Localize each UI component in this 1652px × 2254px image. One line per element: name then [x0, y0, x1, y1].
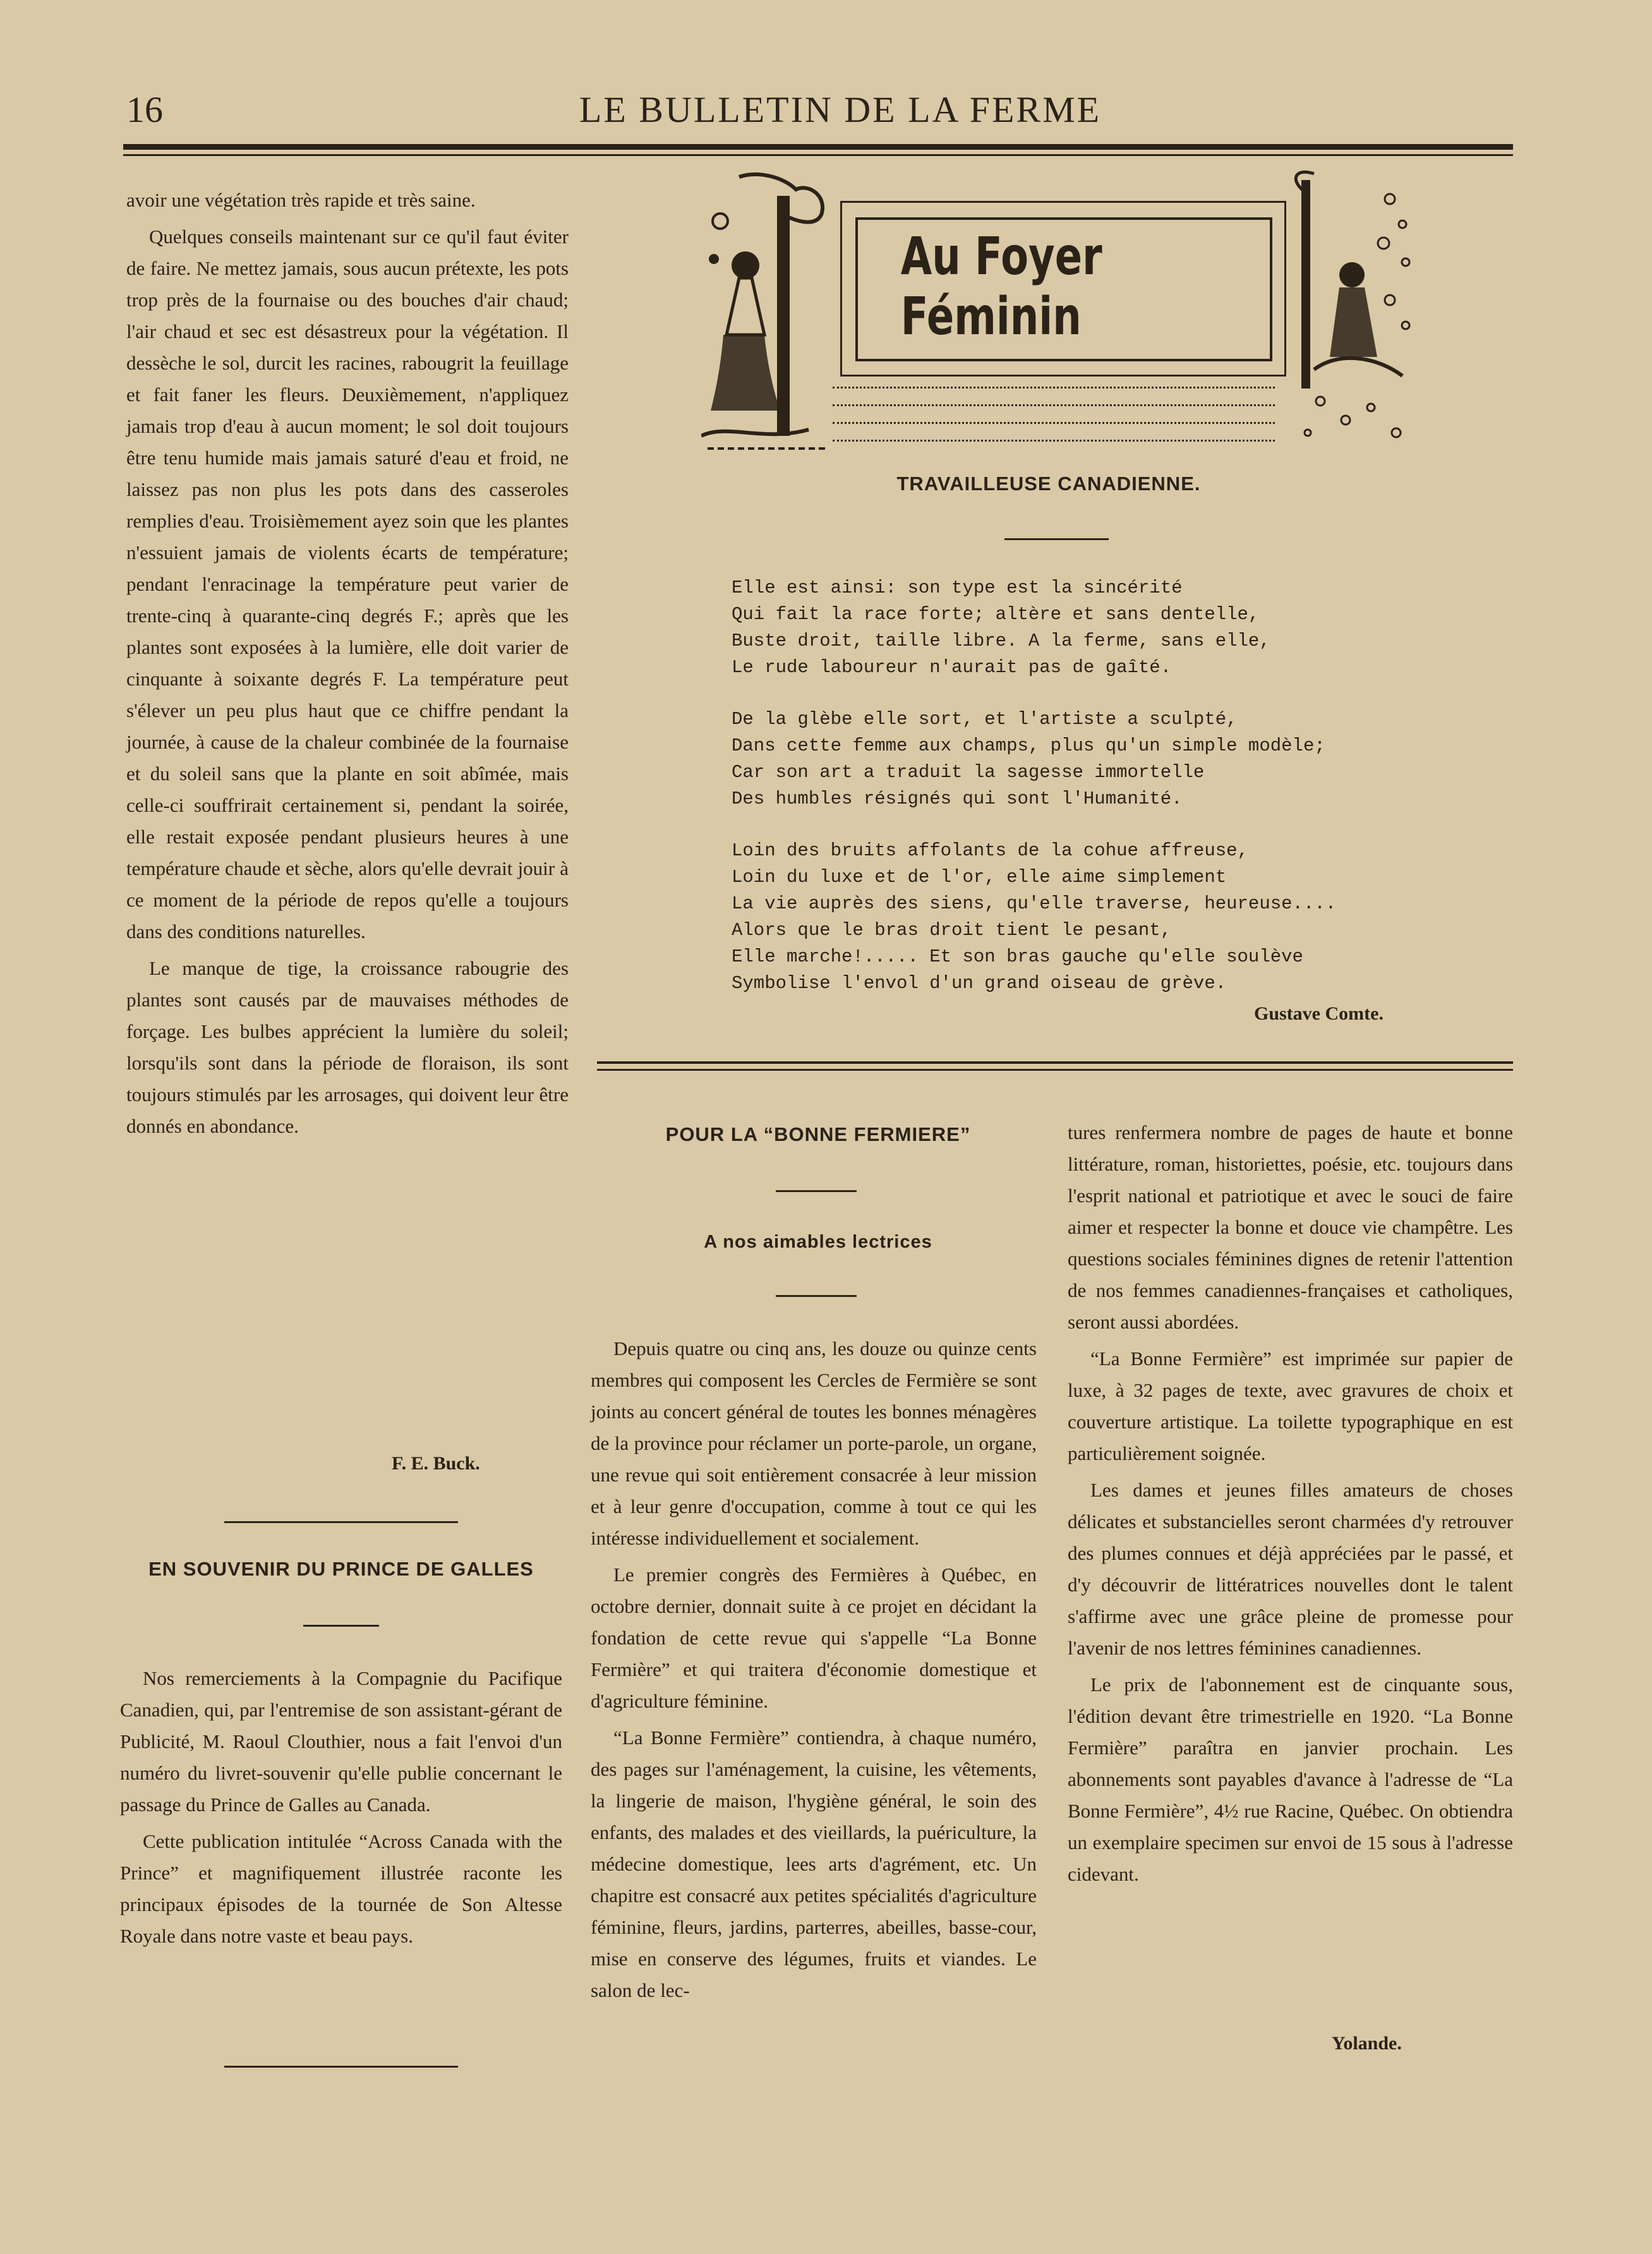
- poem-line: Dans cette femme aux champs, plus qu'un simple modèle;: [732, 735, 1325, 756]
- section-banner-title: Au Foyer Féminin: [900, 227, 1102, 347]
- header-rule-thin: [123, 154, 1513, 156]
- section-rule-thin: [597, 1069, 1513, 1071]
- poem-line: Elle est ainsi: son type est la sincérité: [732, 577, 1183, 598]
- divider: [776, 1190, 857, 1192]
- poem-line: Elle marche!..... Et son bras gauche qu'elle soulève: [732, 946, 1303, 967]
- poem-line: Alors que le bras droit tient le pesant,: [732, 920, 1172, 941]
- header-rule: [123, 144, 1513, 150]
- poem-stanza: [732, 575, 1395, 681]
- article-bonne-fermiere-col1: [591, 1333, 1037, 2006]
- banner-dotted-line: [833, 387, 1275, 389]
- page-number: 16: [126, 89, 163, 130]
- poem-line: Qui fait la race forte; altère et sans dentelle,: [732, 604, 1260, 625]
- banner-dotted-line: [833, 440, 1275, 442]
- poem-line: Symbolise l'envol d'un grand oiseau de grève.: [732, 973, 1227, 994]
- divider: [224, 2066, 458, 2068]
- poem-line: Le rude laboureur n'aurait pas de gaîté.: [732, 657, 1172, 678]
- poem-line: Des humbles résignés qui sont l'Humanité.: [732, 788, 1183, 809]
- poem-line: Loin des bruits affolants de la cohue affreuse,: [732, 840, 1248, 861]
- paragraph: “La Bonne Fermière” contiendra, à chaque numéro, des pages sur l'aménagement, la cuisine, les vêtements, la lingerie de maison, l'hygiène général, le soin des enfants, des malades et des vieillards, la puériculture, la médecine domestique, lees arts d'agrément, etc. Un chapitre est consacré aux petites spécialités d'agriculture féminine, fleurs, jardins, parterres, abeilles, basse-cour, mise en conserve des légumes, fruits et viandes. Le salon de lec-: [591, 1727, 1037, 2001]
- paragraph: Depuis quatre ou cinq ans, les douze ou quinze cents membres qui composent les Cercles de Fermière se sont joints au concert général de toutes les bonnes ménagères de la province pour réclamer un porte-parole, un organe, une revue qui soit entièrement consacrée à leur mission et à leur genre d'occupation, comme à tout ce qui les intéresse individuellement et socialement.: [591, 1337, 1037, 1549]
- banner-dotted-line: [833, 422, 1275, 424]
- paragraph: Le prix de l'abonnement est de cinquante sous, l'édition devant être trimestrielle en 1920. “La Bonne Fermière” paraîtra en janvier prochain. Les abonnements sont payables d'avance à l'adresse de “La Bonne Fermière”, 4½ rue Racine, Québec. On obtiendra un exemplaire specimen sur envoi de 15 sous à l'adresse cidevant.: [1068, 1673, 1513, 1885]
- section-rule: [597, 1061, 1513, 1064]
- paragraph: tures renfermera nombre de pages de haute et bonne littérature, roman, historiettes, poésie, etc. toujours dans l'esprit national et patriotique et avec le souci de faire aimer et respecter la bonne et douce vie champêtre. Les questions sociales féminines dignes de retenir l'attention de nos femmes canadiennes-françaises et catholiques, seront aussi abordées.: [1068, 1121, 1513, 1333]
- article-bonne-fermiere-col2: [1068, 1117, 1513, 1890]
- article-prince: [120, 1663, 562, 1952]
- paragraph: Le premier congrès des Fermières à Québec, en octobre dernier, donnait suite à ce projet en décidant la fondation de cette revue qui s'appelle “La Bonne Fermière” et qui traitera d'économie domestique et d'agriculture féminine.: [591, 1564, 1037, 1712]
- article-gardening: [126, 184, 569, 1142]
- poem-stanza: [732, 706, 1395, 812]
- divider: [1004, 538, 1109, 540]
- banner-dotted-line: [833, 404, 1275, 406]
- poem-line: Car son art a traduit la sagesse immortelle: [732, 762, 1205, 783]
- paragraph: Les dames et jeunes filles amateurs de choses délicates et substancielles seront charmées d'y retrouver des plumes connues et déjà appréciées par le passé, et d'y découvrir de littératrices nouvelles dont le talent s'affirme avec une grâce pleine de promesse pour l'avenir de nos lettres féminines canadiennes.: [1068, 1479, 1513, 1659]
- poem-body: [732, 575, 1395, 1022]
- paragraph: Quelques conseils maintenant sur ce qu'il faut éviter de faire. Ne mettez jamais, sous aucun prétexte, les pots trop près de la fournaise ou des bouches d'air chaud; l'air chaud et sec est désastreux pour la végétation. Il dessèche le sol, durcit les racines, rabougrit la feuillage et fait faner les fleurs. Deuxièmement, n'appliquez jamais trop d'eau à aucun moment; le sol doit toujours être tenu humide mais jamais saturé d'eau et froid, ne laissez pas non plus les pots dans des casseroles remplies d'eau. Troisièmement ayez soin que les plantes n'essuient jamais de violents écarts de température; pendant l'enracinage la température peut varier de trente-cinq à quarante-cinq degrés F.; après que les plantes sont exposées à la lumière, elle doit varier de cinquante à soixante degrés F. La température peut s'élever un peu plus haut que ce chiffre pendant la journée, à cause de la chaleur combinée de la fournaise et du soleil sans que la plante en soit abîmée, mais celle-ci souffrirait certainement si, pendant la soirée, elle restait exposée pendant plusieurs heures à une température chaude et sèche, alors qu'elle devrait jouir à ce moment de la période de repos qu'elle a toujours dans des conditions naturelles.: [126, 226, 569, 943]
- paragraph: Le manque de tige, la croissance rabougrie des plantes sont causés par de mauvaises méthodes de forçage. Les bulbes apprécient la lumière du soleil; lorsqu'ils sont dans la période de floraison, ils sont toujours stimulés par les arrosages, qui doivent leur être donnés en abondance.: [126, 957, 569, 1137]
- woman-with-tree-illustration: [701, 171, 834, 455]
- poem-author: Gustave Comte.: [1254, 1003, 1384, 1024]
- signature-yolande: Yolande.: [1332, 2033, 1402, 2054]
- running-title: LE BULLETIN DE LA FERME: [579, 89, 1102, 130]
- paragraph: “La Bonne Fermière” est imprimée sur papier de luxe, à 32 pages de texte, avec gravures de choix et couverture artistique. La toilette typographique en est particulièrement soignée.: [1068, 1347, 1513, 1464]
- woman-with-bubbles-illustration: [1289, 167, 1415, 452]
- article-title-bonne-fermiere: POUR LA “BONNE FERMIERE”: [665, 1123, 971, 1145]
- article-title-prince: EN SOUVENIR DU PRINCE DE GALLES: [148, 1558, 534, 1580]
- poem-title: TRAVAILLEUSE CANADIENNE.: [896, 473, 1201, 495]
- divider: [303, 1625, 379, 1627]
- poem-line: La vie auprès des siens, qu'elle traverse, heureuse....: [732, 893, 1337, 914]
- article-subtitle: A nos aimables lectrices: [704, 1232, 932, 1252]
- paragraph: Cette publication intitulée “Across Canada with the Prince” et magnifiquement illustrée raconte les principaux épisodes de la tournée de Son Altesse Royale dans notre vaste et beau pays.: [120, 1830, 562, 1947]
- paragraph: avoir une végétation très rapide et très saine.: [126, 189, 476, 211]
- signature-buck: F. E. Buck.: [392, 1453, 480, 1474]
- poem-stanza: [732, 838, 1395, 997]
- paragraph: Nos remerciements à la Compagnie du Pacifique Canadien, qui, par l'entremise de son assistant-gérant de Publicité, M. Raoul Clouthier, nous a fait l'envoi d'un numéro du livret-souvenir qu'elle publie concernant le passage du Prince de Galles au Canada.: [120, 1667, 562, 1816]
- divider: [224, 1521, 458, 1523]
- poem-line: De la glèbe elle sort, et l'artiste a sculpté,: [732, 709, 1238, 730]
- poem-line: Loin du luxe et de l'or, elle aime simplement: [732, 867, 1227, 888]
- poem-line: Buste droit, taille libre. A la ferme, sans elle,: [732, 630, 1270, 651]
- divider: [776, 1295, 857, 1297]
